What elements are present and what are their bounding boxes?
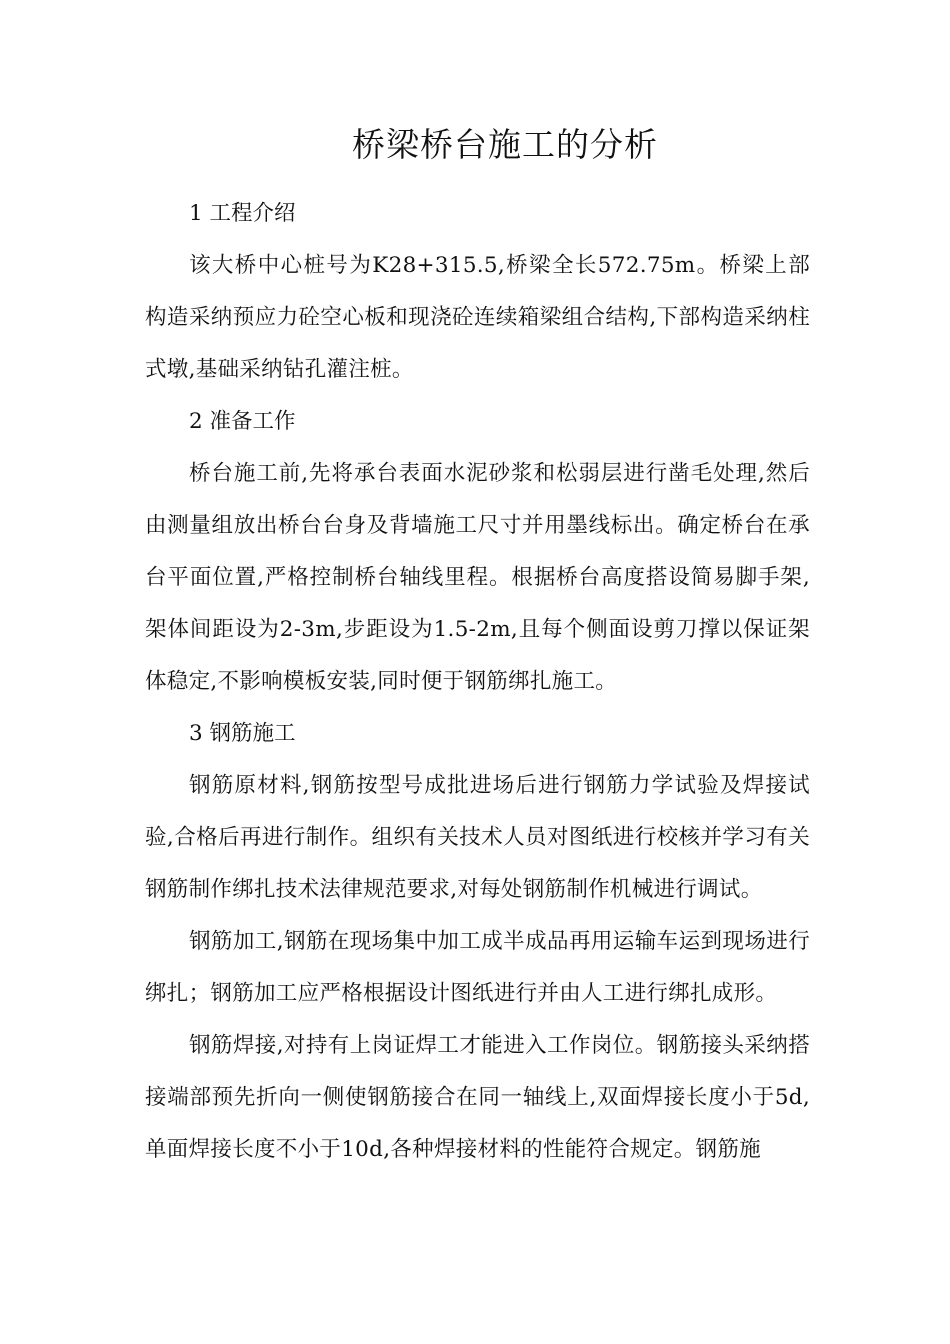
paragraph-project-intro: 该大桥中心桩号为K28+315.5,桥梁全长572.75m。桥梁上部构造采纳预应力砼空心板和现浇砼连续箱梁组合结构,下部构造采纳柱式墩,基础采纳钻孔灌注桩。 [145, 253, 810, 382]
document-title: 桥梁桥台施工的分析 [352, 125, 658, 164]
paragraph-rebar-materials: 钢筋原材料,钢筋按型号成批进场后进行钢筋力学试验及焊接试验,合格后再进行制作。组织有关技术人员对图纸进行校核并学习有关钢筋制作绑扎技术法律规范要求,对每处钢筋制作机械进行调试。 [145, 773, 810, 902]
section-heading-3: 3 钢筋施工 [189, 721, 296, 746]
document-body [145, 188, 810, 1176]
paragraph-rebar-welding: 钢筋焊接,对持有上岗证焊工才能进入工作岗位。钢筋接头采纳搭接端部预先折向一侧使钢筋接合在同一轴线上,双面焊接长度小于5d,单面焊接长度不小于10d,各种焊接材料的性能符合规定。钢筋施 [145, 1033, 810, 1162]
section-heading-2: 2 准备工作 [189, 409, 296, 434]
paragraph-rebar-processing: 钢筋加工,钢筋在现场集中加工成半成品再用运输车运到现场进行绑扎；钢筋加工应严格根据设计图纸进行并由人工进行绑扎成形。 [145, 929, 810, 1006]
paragraph-preparation: 桥台施工前,先将承台表面水泥砂浆和松弱层进行凿毛处理,然后由测量组放出桥台台身及背墙施工尺寸并用墨线标出。确定桥台在承台平面位置,严格控制桥台轴线里程。根据桥台高度搭设简易脚手架,架体间距设为2-3m,步距设为1.5-2m,且每个侧面设剪刀撑以保证架体稳定,不影响模板安装,同时便于钢筋绑扎施工。 [145, 461, 810, 694]
section-heading-1: 1 工程介绍 [189, 201, 296, 226]
